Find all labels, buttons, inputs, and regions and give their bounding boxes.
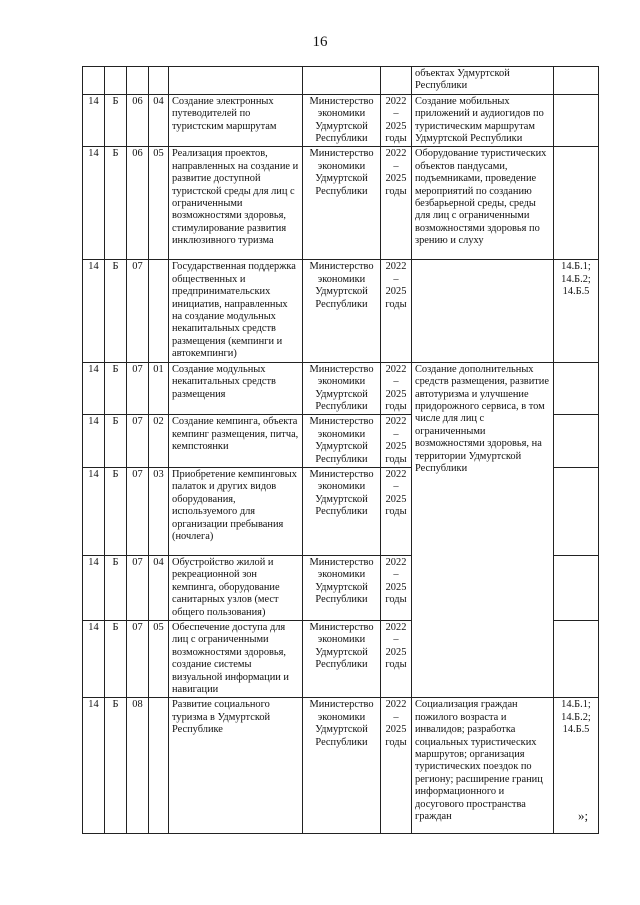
code-activity: 04 <box>149 555 169 620</box>
implementation-period: 2022 – 2025 годы <box>381 620 412 697</box>
code-subprogram: Б <box>105 467 127 555</box>
code-subprogram: Б <box>105 415 127 468</box>
table-row <box>83 147 599 260</box>
code-subprogram: Б <box>105 620 127 697</box>
activity-name: Создание модульных некапитальных средств размещения <box>169 362 303 415</box>
expected-result <box>412 260 554 362</box>
program-activities-table <box>82 66 599 834</box>
expected-result: Оборудование туристических объектов пандусами, подъемниками, проведение мероприятий по созданию безбарьерной среды, среды для лиц с ограниченными возможностями здоровья по зрению и слуху <box>412 147 554 260</box>
responsible-executor: Министерство экономики Удмуртской Республики <box>303 415 381 468</box>
code-main-activity <box>127 67 149 95</box>
expected-result: объектах Удмуртской Республики <box>412 67 554 95</box>
table-row <box>83 94 599 147</box>
related-indicators <box>554 362 599 415</box>
activity-name: Создание кемпинга, объекта кемпинг размещения, питча, кемпстоянки <box>169 415 303 468</box>
activity-name <box>169 67 303 95</box>
code-main-activity: 07 <box>127 260 149 362</box>
code-activity: 01 <box>149 362 169 415</box>
table-row <box>83 362 599 415</box>
table-row <box>83 698 599 834</box>
code-activity <box>149 698 169 834</box>
code-section: 14 <box>83 94 105 147</box>
code-subprogram: Б <box>105 555 127 620</box>
code-section: 14 <box>83 467 105 555</box>
code-activity <box>149 67 169 95</box>
table-body <box>83 67 599 834</box>
related-indicators <box>554 94 599 147</box>
code-section: 14 <box>83 415 105 468</box>
implementation-period: 2022 – 2025 годы <box>381 260 412 362</box>
responsible-executor: Министерство экономики Удмуртской Республики <box>303 94 381 147</box>
related-indicators <box>554 67 599 95</box>
expected-result: Социализация граждан пожилого возраста и инвалидов; разработка социальных туристических маршрутов; организация туристических поездок по региону; расширение границ информационного и досугового пространства граждан <box>412 698 554 834</box>
related-indicators <box>554 467 599 555</box>
activity-name: Реализация проектов, направленных на создание и развитие доступной туристской среды для лиц с ограниченными возможностями здоровья, стимулирование развития инклюзивного туризма <box>169 147 303 260</box>
activity-name: Создание электронных путеводителей по туристским маршрутам <box>169 94 303 147</box>
code-subprogram: Б <box>105 94 127 147</box>
code-activity: 05 <box>149 620 169 697</box>
code-activity: 04 <box>149 94 169 147</box>
code-subprogram: Б <box>105 362 127 415</box>
implementation-period: 2022 – 2025 годы <box>381 147 412 260</box>
expected-result: Создание мобильных приложений и аудиогидов по туристическим маршрутам Удмуртской Республики <box>412 94 554 147</box>
responsible-executor: Министерство экономики Удмуртской Республики <box>303 147 381 260</box>
code-activity <box>149 260 169 362</box>
implementation-period: 2022 – 2025 годы <box>381 555 412 620</box>
implementation-period: 2022 – 2025 годы <box>381 94 412 147</box>
code-main-activity: 08 <box>127 698 149 834</box>
table-row <box>83 260 599 362</box>
code-subprogram: Б <box>105 147 127 260</box>
responsible-executor: Министерство экономики Удмуртской Республики <box>303 260 381 362</box>
activity-name: Приобретение кемпинговых палаток и других видов оборудования, используемого для организации пребывания (ночлега) <box>169 467 303 555</box>
implementation-period: 2022 – 2025 годы <box>381 362 412 415</box>
code-activity: 05 <box>149 147 169 260</box>
related-indicators <box>554 620 599 697</box>
code-section <box>83 67 105 95</box>
code-section: 14 <box>83 620 105 697</box>
code-section: 14 <box>83 260 105 362</box>
responsible-executor: Министерство экономики Удмуртской Республики <box>303 362 381 415</box>
closing-quote-mark: »; <box>578 808 589 823</box>
table-row <box>83 67 599 95</box>
code-main-activity: 07 <box>127 555 149 620</box>
responsible-executor: Министерство экономики Удмуртской Республики <box>303 620 381 697</box>
implementation-period: 2022 – 2025 годы <box>381 467 412 555</box>
page-number: 16 <box>312 34 328 50</box>
code-subprogram <box>105 67 127 95</box>
code-activity: 03 <box>149 467 169 555</box>
activity-name: Государственная поддержка общественных и предпринимательских инициатив, направленных на создание модульных некапитальных средств размещения (кемпинги и автокемпинги) <box>169 260 303 362</box>
code-main-activity: 06 <box>127 94 149 147</box>
code-section: 14 <box>83 362 105 415</box>
implementation-period: 2022 – 2025 годы <box>381 415 412 468</box>
activity-name: Обустройство жилой и рекреационной зон кемпинга, оборудование санитарных узлов (мест общего пользования) <box>169 555 303 620</box>
code-subprogram: Б <box>105 698 127 834</box>
activity-name: Развитие социального туризма в Удмуртской Республике <box>169 698 303 834</box>
responsible-executor: Министерство экономики Удмуртской Республики <box>303 467 381 555</box>
code-activity: 02 <box>149 415 169 468</box>
activity-name: Обеспечение доступа для лиц с ограниченными возможностями здоровья, создание системы визуальной информации и навигации <box>169 620 303 697</box>
code-main-activity: 07 <box>127 467 149 555</box>
responsible-executor: Министерство экономики Удмуртской Республики <box>303 555 381 620</box>
expected-result: Создание дополнительных средств размещения, развитие автотуризма и улучшение придорожного сервиса, в том числе для лиц с ограниченными возможностями здоровья, на территории Удмуртской Республики <box>412 362 554 698</box>
code-section: 14 <box>83 147 105 260</box>
implementation-period <box>381 67 412 95</box>
code-main-activity: 07 <box>127 415 149 468</box>
code-subprogram: Б <box>105 260 127 362</box>
responsible-executor <box>303 67 381 95</box>
related-indicators <box>554 415 599 468</box>
code-main-activity: 07 <box>127 362 149 415</box>
responsible-executor: Министерство экономики Удмуртской Республики <box>303 698 381 834</box>
code-main-activity: 06 <box>127 147 149 260</box>
code-section: 14 <box>83 698 105 834</box>
code-section: 14 <box>83 555 105 620</box>
code-main-activity: 07 <box>127 620 149 697</box>
implementation-period: 2022 – 2025 годы <box>381 698 412 834</box>
related-indicators: 14.Б.1; 14.Б.2; 14.Б.5 <box>554 260 599 362</box>
related-indicators <box>554 555 599 620</box>
related-indicators <box>554 147 599 260</box>
related-indicators: 14.Б.1; 14.Б.2; 14.Б.5 <box>554 698 599 834</box>
